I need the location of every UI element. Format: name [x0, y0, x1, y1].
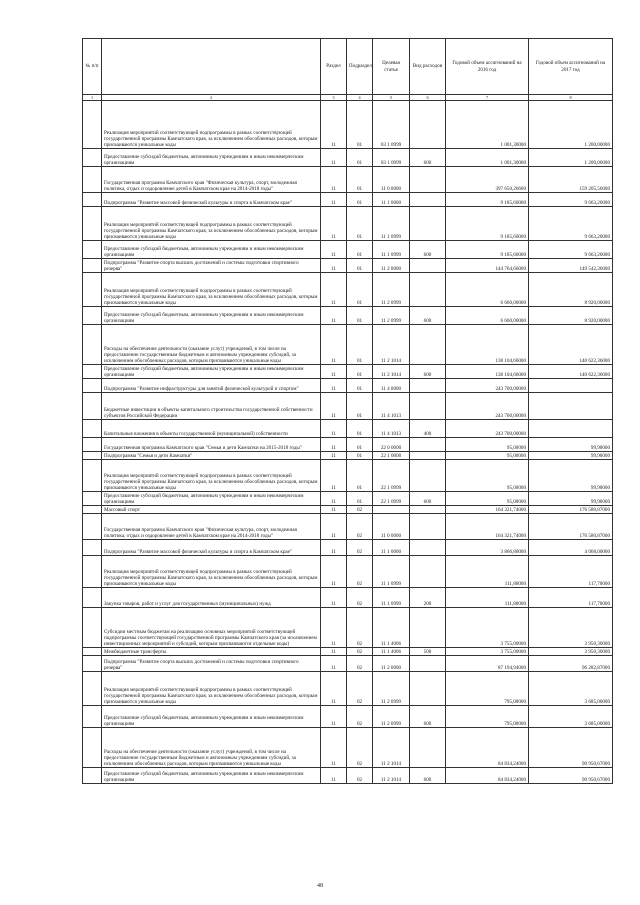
row-celevaya: 22 1 0000	[373, 452, 410, 460]
row-vid	[410, 506, 446, 514]
row-num	[83, 492, 102, 506]
table-row	[83, 259, 613, 273]
row-razdel: 11	[321, 420, 347, 438]
row-razdel: 11	[321, 307, 347, 325]
row-podrazdel: 01	[347, 420, 373, 438]
row-num	[83, 420, 102, 438]
row-name: Реализация мероприятий соответствующей подпрограммы в рамках соответствующей государственной программы Камчатского края, за исключением обособленных расходов, которым присваиваются уникальные коды	[102, 672, 321, 706]
row-celevaya: 11 2 0999	[373, 672, 410, 706]
row-name: Подпрограмма "Развитие спорта высших достижений и системы подготовки спортивного резерва"	[102, 259, 321, 273]
row-podrazdel: 02	[347, 672, 373, 706]
table-row	[83, 648, 613, 656]
row-razdel: 11	[321, 608, 347, 648]
header-podrazdel: Подраздел	[347, 39, 373, 95]
row-name: Реализация мероприятий соответствующей подпрограммы в рамках соответствующей государственной программы Камчатского края, за исключением обособленных расходов, которым присваиваются уникальные коды	[102, 273, 321, 307]
row-2017: 176 580,87000	[529, 506, 613, 514]
table-row	[83, 540, 613, 556]
table-row	[83, 207, 613, 241]
row-2016: 164 321,74000	[446, 514, 529, 540]
row-razdel: 11	[321, 193, 347, 207]
row-podrazdel: 02	[347, 514, 373, 540]
row-num	[83, 365, 102, 379]
row-2017: 99,90000	[529, 492, 613, 506]
row-celevaya: 11 1 0999	[373, 207, 410, 241]
row-2016: 164 321,74000	[446, 506, 529, 514]
row-vid	[410, 672, 446, 706]
row-num	[83, 325, 102, 365]
header-2017: Годовой объем ассигнований на 2017 год	[529, 39, 613, 95]
row-razdel: 11	[321, 514, 347, 540]
row-celevaya: 11 1 0999	[373, 556, 410, 588]
row-vid: 500	[410, 648, 446, 656]
row-vid: 600	[410, 149, 446, 167]
row-2017: 90 950,67000	[529, 728, 613, 768]
row-razdel: 11	[321, 728, 347, 768]
row-podrazdel: 02	[347, 506, 373, 514]
row-razdel: 11	[321, 672, 347, 706]
row-2016: 795,00000	[446, 672, 529, 706]
row-num	[83, 556, 102, 588]
row-2017: 3 950,30000	[529, 648, 613, 656]
table-row	[83, 506, 613, 514]
header-vid: Вид расходов	[410, 39, 446, 95]
row-2017: 8 920,00000	[529, 273, 613, 307]
row-name: Реализация мероприятий соответствующей подпрограммы в рамках соответствующей государственной программы Камчатского края, за исключением обособленных расходов, которым присваиваются уникальные коды	[102, 556, 321, 588]
row-2016: 1 001,30000	[446, 101, 529, 149]
row-celevaya: 03 1 0999	[373, 101, 410, 149]
row-name: Межбюджетные трансферты	[102, 648, 321, 656]
row-podrazdel: 02	[347, 648, 373, 656]
row-razdel: 11	[321, 556, 347, 588]
header-row	[83, 39, 613, 95]
row-name: Бюджетные инвестиции в объекты капитального строительства государственной собственности субъектов Российской Федерации	[102, 393, 321, 420]
row-2016: 9 185,60000	[446, 241, 529, 259]
row-podrazdel: 02	[347, 728, 373, 768]
table-row	[83, 193, 613, 207]
row-2017: 3 950,30000	[529, 608, 613, 648]
row-2016: 95,00000	[446, 492, 529, 506]
row-celevaya: 11 1 4006	[373, 648, 410, 656]
row-name: Реализация мероприятий соответствующей подпрограммы в рамках соответствующей государственной программы Камчатского края, за исключением обособленных расходов, которым присваиваются уникальные коды	[102, 101, 321, 149]
row-2016: 95,00000	[446, 438, 529, 452]
row-razdel: 11	[321, 540, 347, 556]
row-name: Реализация мероприятий соответствующей подпрограммы в рамках соответствующей государственной программы Камчатского края, за исключением обособленных расходов, которым присваиваются уникальные коды	[102, 207, 321, 241]
row-podrazdel: 01	[347, 207, 373, 241]
row-num	[83, 460, 102, 492]
table-row	[83, 365, 613, 379]
row-podrazdel: 01	[347, 273, 373, 307]
table-row	[83, 167, 613, 193]
row-2017: 140 622,36000	[529, 325, 613, 365]
row-2017: 96 282,87000	[529, 656, 613, 672]
row-vid	[410, 728, 446, 768]
row-razdel: 11	[321, 365, 347, 379]
row-razdel: 11	[321, 273, 347, 307]
row-celevaya: 22 1 0999	[373, 492, 410, 506]
row-2016: 111,80000	[446, 588, 529, 608]
colnum: 2	[102, 95, 321, 101]
row-podrazdel: 01	[347, 438, 373, 452]
row-vid: 600	[410, 492, 446, 506]
table-row	[83, 307, 613, 325]
row-2017: 8 920,00000	[529, 307, 613, 325]
row-num	[83, 149, 102, 167]
row-celevaya: 11 2 0000	[373, 259, 410, 273]
row-podrazdel: 02	[347, 608, 373, 648]
row-name: Подпрограмма "Развитие инфраструктуры для занятий физической культурой и спортом"	[102, 379, 321, 393]
row-num	[83, 706, 102, 728]
row-num	[83, 514, 102, 540]
table-row	[83, 768, 613, 784]
row-num	[83, 241, 102, 259]
table-row	[83, 420, 613, 438]
table-row	[83, 514, 613, 540]
row-num	[83, 259, 102, 273]
table-row	[83, 672, 613, 706]
row-2017	[529, 393, 613, 420]
row-vid	[410, 393, 446, 420]
row-name: Предоставление субсидий бюджетным, автономным учреждениям и иным некоммерческим организациям	[102, 241, 321, 259]
row-celevaya: 11 1 4006	[373, 608, 410, 648]
row-2017: 99,90000	[529, 452, 613, 460]
row-vid	[410, 167, 446, 193]
row-celevaya: 11 0 0000	[373, 514, 410, 540]
row-2016: 9 185,60000	[446, 193, 529, 207]
row-2016: 138 104,66000	[446, 325, 529, 365]
row-razdel: 11	[321, 325, 347, 365]
table-row	[83, 460, 613, 492]
row-razdel: 11	[321, 241, 347, 259]
row-num	[83, 207, 102, 241]
row-num	[83, 438, 102, 452]
row-celevaya: 11 1 0000	[373, 540, 410, 556]
row-razdel: 11	[321, 149, 347, 167]
row-podrazdel: 01	[347, 241, 373, 259]
row-celevaya: 11 0 0000	[373, 167, 410, 193]
row-vid	[410, 325, 446, 365]
header-name	[102, 39, 321, 95]
row-vid	[410, 460, 446, 492]
colnum: 1	[83, 95, 102, 101]
row-celevaya: 11 2 0000	[373, 656, 410, 672]
table-row	[83, 588, 613, 608]
row-razdel: 11	[321, 648, 347, 656]
row-name: Государственная программа Камчатского края "Физическая культура, спорт, молодежная политика, отдых и оздоровление детей в Камчатском крае на 2014-2018 годы"	[102, 514, 321, 540]
row-num	[83, 648, 102, 656]
row-vid	[410, 259, 446, 273]
row-name: Государственная программа Камчатского края "Семья и дети Камчатки на 2015-2018 годы"	[102, 438, 321, 452]
row-2017	[529, 420, 613, 438]
row-num	[83, 728, 102, 768]
row-2016: 3 755,00000	[446, 608, 529, 648]
header-celevaya: Целевая статья	[373, 39, 410, 95]
row-podrazdel: 01	[347, 149, 373, 167]
row-podrazdel: 02	[347, 588, 373, 608]
row-2017: 3 685,00000	[529, 706, 613, 728]
row-podrazdel: 02	[347, 706, 373, 728]
table-row	[83, 492, 613, 506]
row-vid: 600	[410, 768, 446, 784]
row-celevaya: 03 1 0999	[373, 149, 410, 167]
row-2016: 243 700,00000	[446, 393, 529, 420]
page-number: 48	[317, 883, 323, 889]
row-2016: 111,80000	[446, 556, 529, 588]
table-row	[83, 101, 613, 149]
row-name: Предоставление субсидий бюджетным, автономным учреждениям и иным некоммерческим организациям	[102, 492, 321, 506]
row-celevaya: 11 1 0000	[373, 193, 410, 207]
row-podrazdel: 01	[347, 167, 373, 193]
row-razdel: 11	[321, 460, 347, 492]
row-celevaya	[373, 506, 410, 514]
row-2016: 3 866,80000	[446, 540, 529, 556]
row-num	[83, 393, 102, 420]
row-2017: 176 580,87000	[529, 514, 613, 540]
row-2017: 9 663,20000	[529, 241, 613, 259]
row-vid: 400	[410, 420, 446, 438]
row-vid	[410, 438, 446, 452]
row-celevaya: 11 4 1013	[373, 420, 410, 438]
row-name: Предоставление субсидий бюджетным, автономным учреждениям и иным некоммерческим организациям	[102, 706, 321, 728]
row-celevaya: 11 1 0999	[373, 241, 410, 259]
row-razdel: 11	[321, 259, 347, 273]
row-num	[83, 307, 102, 325]
row-vid	[410, 540, 446, 556]
row-celevaya: 11 2 1014	[373, 768, 410, 784]
table-row	[83, 706, 613, 728]
row-podrazdel: 02	[347, 556, 373, 588]
row-razdel: 11	[321, 393, 347, 420]
budget-table	[82, 38, 613, 784]
row-2017: 117,70000	[529, 588, 613, 608]
row-2016: 144 764,66000	[446, 259, 529, 273]
row-name: Субсидии местным бюджетам на реализацию основных мероприятий соответствующей подпрограммы соответствующей государственной программы Камчатского края (за исключением инвестиционных мероприятий и субсидий, которым присваиваются отдельные коды)	[102, 608, 321, 648]
row-num	[83, 608, 102, 648]
row-name: Подпрограмма "Развитие массовой физической культуры и спорта в Камчатском крае"	[102, 540, 321, 556]
colnum: 4	[347, 95, 373, 101]
row-name: Предоставление субсидий бюджетным, автономным учреждениям и иным некоммерческим организациям	[102, 149, 321, 167]
row-2017: 90 950,67000	[529, 768, 613, 784]
row-name: Закупка товаров, работ и услуг для государственных (муниципальных) нужд	[102, 588, 321, 608]
row-celevaya: 11 2 0999	[373, 307, 410, 325]
row-celevaya: 11 2 0999	[373, 706, 410, 728]
row-podrazdel: 02	[347, 656, 373, 672]
table-row	[83, 656, 613, 672]
row-razdel: 11	[321, 492, 347, 506]
table-row	[83, 273, 613, 307]
row-name: Массовый спорт	[102, 506, 321, 514]
row-vid: 600	[410, 706, 446, 728]
row-vid	[410, 379, 446, 393]
row-2017: 4 068,00000	[529, 540, 613, 556]
row-2016: 84 834,24000	[446, 768, 529, 784]
row-2017: 159 205,56000	[529, 167, 613, 193]
row-podrazdel: 01	[347, 101, 373, 149]
table-row	[83, 149, 613, 167]
row-celevaya: 11 1 0999	[373, 588, 410, 608]
row-name: Расходы на обеспечение деятельности (оказание услуг) учреждений, в том числе на предоставление государственным бюджетным и автономным учреждениям субсидий, за исключением обособленных расходов, которым присваиваются уникальные коды	[102, 728, 321, 768]
row-vid	[410, 656, 446, 672]
row-name: Предоставление субсидий бюджетным, автономным учреждениям и иным некоммерческим организациям	[102, 768, 321, 784]
table-row	[83, 452, 613, 460]
row-2016: 9 185,60000	[446, 207, 529, 241]
row-celevaya: 11 4 1013	[373, 393, 410, 420]
row-podrazdel: 01	[347, 492, 373, 506]
row-podrazdel: 01	[347, 393, 373, 420]
row-razdel: 11	[321, 588, 347, 608]
colnum: 7	[446, 95, 529, 101]
colnum: 3	[321, 95, 347, 101]
row-2016: 6 660,00000	[446, 273, 529, 307]
header-2016: Годовой объем ассигнований на 2016 год	[446, 39, 529, 95]
row-2017: 1 200,00000	[529, 149, 613, 167]
row-2016: 243 700,00000	[446, 420, 529, 438]
row-2017: 149 542,36000	[529, 259, 613, 273]
row-name: Предоставление субсидий бюджетным, автономным учреждениям и иным некоммерческим организациям	[102, 307, 321, 325]
row-2017: 99,90000	[529, 438, 613, 452]
row-razdel: 11	[321, 167, 347, 193]
row-2017: 3 685,00000	[529, 672, 613, 706]
row-podrazdel: 01	[347, 460, 373, 492]
row-celevaya: 22 0 0000	[373, 438, 410, 452]
header-num: № п/п	[83, 39, 102, 95]
row-podrazdel: 02	[347, 768, 373, 784]
row-num	[83, 452, 102, 460]
colnum: 6	[410, 95, 446, 101]
row-2016: 397 650,26600	[446, 167, 529, 193]
row-celevaya: 11 2 1014	[373, 728, 410, 768]
row-razdel: 11	[321, 706, 347, 728]
row-razdel: 11	[321, 768, 347, 784]
row-2016: 138 104,66000	[446, 365, 529, 379]
row-2017	[529, 379, 613, 393]
row-name: Подпрограмма "Развитие спорта высших достижений и системы подготовки спортивного резерва"	[102, 656, 321, 672]
row-2016: 95,00000	[446, 460, 529, 492]
row-podrazdel: 01	[347, 307, 373, 325]
row-name: Предоставление субсидий бюджетным, автономным учреждениям и иным некоммерческим организациям	[102, 365, 321, 379]
row-2016: 84 834,24000	[446, 728, 529, 768]
row-celevaya: 11 2 1014	[373, 325, 410, 365]
table-body	[83, 101, 613, 784]
row-name: Расходы на обеспечение деятельности (оказание услуг) учреждений, в том числе на предоставление государственным бюджетным и автономным учреждениям субсидий, за исключением обособленных расходов, которым присваиваются уникальные коды	[102, 325, 321, 365]
row-vid	[410, 556, 446, 588]
row-vid	[410, 608, 446, 648]
colnum: 5	[373, 95, 410, 101]
row-2016: 6 660,00000	[446, 307, 529, 325]
row-razdel: 11	[321, 207, 347, 241]
row-name: Реализация мероприятий соответствующей подпрограммы в рамках соответствующей государственной программы Камчатского края, за исключением обособленных расходов, которым присваиваются уникальные коды	[102, 460, 321, 492]
row-2016: 243 700,00000	[446, 379, 529, 393]
row-vid	[410, 452, 446, 460]
row-name: Капитальные вложения в объекты государственной (муниципальной) собственности	[102, 420, 321, 438]
colnum: 8	[529, 95, 613, 101]
row-razdel: 11	[321, 452, 347, 460]
table-row	[83, 438, 613, 452]
row-num	[83, 672, 102, 706]
row-num	[83, 193, 102, 207]
row-podrazdel: 02	[347, 540, 373, 556]
row-vid	[410, 273, 446, 307]
row-razdel: 11	[321, 101, 347, 149]
row-podrazdel: 01	[347, 259, 373, 273]
table-row	[83, 728, 613, 768]
row-num	[83, 506, 102, 514]
row-num	[83, 540, 102, 556]
row-podrazdel: 01	[347, 193, 373, 207]
row-vid: 600	[410, 241, 446, 259]
row-num	[83, 167, 102, 193]
header-razdel: Раздел	[321, 39, 347, 95]
table-row	[83, 608, 613, 648]
row-2017: 9 663,20000	[529, 193, 613, 207]
row-2016: 1 001,30000	[446, 149, 529, 167]
row-vid: 600	[410, 365, 446, 379]
row-vid	[410, 101, 446, 149]
row-num	[83, 273, 102, 307]
row-vid: 600	[410, 307, 446, 325]
row-celevaya: 11 2 1014	[373, 365, 410, 379]
table-row	[83, 241, 613, 259]
row-name: Подпрограмма "Развитие массовой физической культуры и спорта в Камчатском крае"	[102, 193, 321, 207]
row-2017: 1 200,00000	[529, 101, 613, 149]
row-2017: 117,70000	[529, 556, 613, 588]
row-2016: 3 755,00000	[446, 648, 529, 656]
row-2017: 140 622,36000	[529, 365, 613, 379]
table-row	[83, 325, 613, 365]
row-num	[83, 656, 102, 672]
row-vid	[410, 514, 446, 540]
table-row	[83, 379, 613, 393]
row-vid	[410, 207, 446, 241]
row-celevaya: 11 2 0999	[373, 273, 410, 307]
row-podrazdel: 01	[347, 379, 373, 393]
row-2016: 95,00000	[446, 452, 529, 460]
row-2016: 87 194,94000	[446, 656, 529, 672]
row-vid: 200	[410, 588, 446, 608]
table-row	[83, 556, 613, 588]
row-num	[83, 768, 102, 784]
row-num	[83, 588, 102, 608]
row-celevaya: 22 1 0999	[373, 460, 410, 492]
row-num	[83, 101, 102, 149]
row-razdel: 11	[321, 506, 347, 514]
row-razdel: 11	[321, 438, 347, 452]
row-2017: 9 663,20000	[529, 207, 613, 241]
row-podrazdel: 01	[347, 365, 373, 379]
row-name: Государственная программа Камчатского края "Физическая культура, спорт, молодежная политика, отдых и оздоровление детей в Камчатском крае на 2014-2018 годы"	[102, 167, 321, 193]
row-vid	[410, 193, 446, 207]
row-razdel: 11	[321, 379, 347, 393]
table-row	[83, 393, 613, 420]
row-podrazdel: 01	[347, 452, 373, 460]
row-2016: 795,00000	[446, 706, 529, 728]
row-num	[83, 379, 102, 393]
row-2017: 99,90000	[529, 460, 613, 492]
row-razdel: 11	[321, 656, 347, 672]
row-name: Подпрограмма "Семья и дети Камчатки"	[102, 452, 321, 460]
row-celevaya: 11 4 0000	[373, 379, 410, 393]
row-podrazdel: 01	[347, 325, 373, 365]
